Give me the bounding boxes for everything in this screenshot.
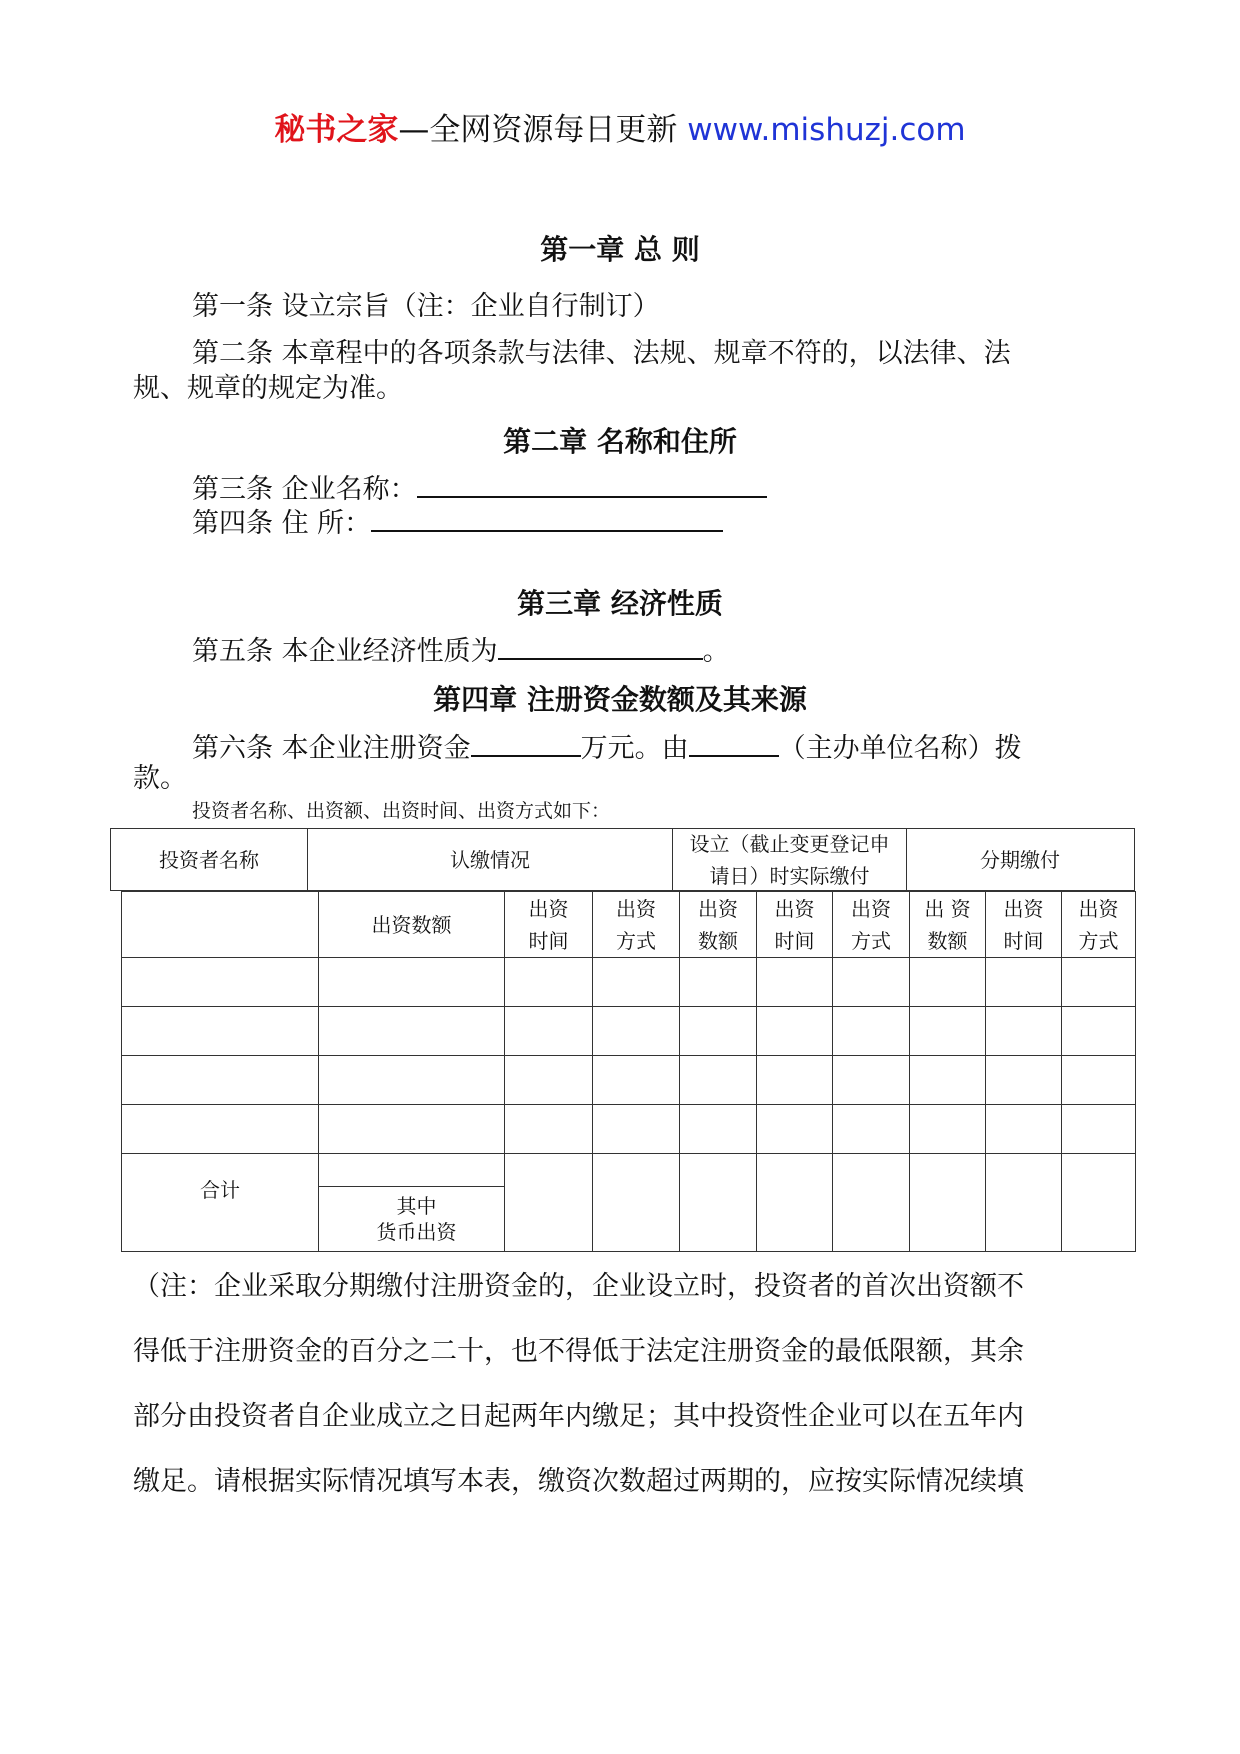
- table-cell[interactable]: [319, 1007, 505, 1056]
- table-cell[interactable]: [593, 1056, 680, 1105]
- table-cell[interactable]: [593, 1154, 680, 1252]
- article-4-label: 第四条 住 所：: [192, 508, 372, 539]
- table-cell[interactable]: [757, 1056, 833, 1105]
- table-cell[interactable]: [1062, 1105, 1136, 1154]
- header-subscribed: 认缴情况: [308, 829, 673, 890]
- table-cell[interactable]: [593, 1105, 680, 1154]
- currency-cell[interactable]: [319, 1187, 505, 1252]
- table-cell[interactable]: [757, 1154, 833, 1252]
- table-row: [122, 1056, 1136, 1105]
- table-row: [122, 1105, 1136, 1154]
- article-3-label: 第三条 企业名称：: [192, 474, 417, 505]
- table-cell[interactable]: [910, 1105, 986, 1154]
- table-cell[interactable]: [505, 1056, 593, 1105]
- total-amount-cell[interactable]: [319, 1154, 505, 1187]
- article-6-text-b: 万元。由: [580, 733, 689, 764]
- table-cell[interactable]: [122, 1056, 319, 1105]
- header-installment: 分期缴付: [980, 847, 1060, 872]
- article-1: 第一条 设立宗旨（注：企业自行制订）: [192, 291, 660, 322]
- article-2-line1: 第二条 本章程中的各项条款与法律、法规、规章不符的，以法律、法: [192, 338, 1011, 369]
- table-subheader-row: [122, 892, 1136, 958]
- table-cell[interactable]: [319, 958, 505, 1007]
- total-label: 合计: [122, 1154, 319, 1252]
- table-cell[interactable]: [319, 1056, 505, 1105]
- table-cell[interactable]: [1062, 1154, 1136, 1252]
- subheader-time: 出资时间: [505, 892, 593, 958]
- table-cell[interactable]: [680, 1007, 757, 1056]
- table-cell[interactable]: [757, 958, 833, 1007]
- site-url[interactable]: www.mishuzj.com: [687, 112, 966, 148]
- table-row: [122, 958, 1136, 1007]
- investor-table-header: [110, 828, 1135, 891]
- subheader-installment-method: 出资方式: [1062, 892, 1136, 958]
- chapter-1-title: 第一章 总 则: [540, 233, 700, 266]
- sponsor-unit-blank[interactable]: [689, 727, 779, 757]
- brand-tagline: —全网资源每日更新: [398, 112, 688, 148]
- total-row: [122, 1154, 1136, 1187]
- article-6-line2: 款。: [133, 763, 187, 794]
- table-cell[interactable]: [833, 958, 910, 1007]
- table-cell[interactable]: [986, 1056, 1062, 1105]
- table-cell[interactable]: [757, 1007, 833, 1056]
- table-cell[interactable]: [122, 958, 319, 1007]
- table-cell[interactable]: [680, 1056, 757, 1105]
- subheader-installment-time: 出资时间: [986, 892, 1062, 958]
- chapter-4-title: 第四章 注册资金数额及其来源: [433, 683, 807, 716]
- table-cell[interactable]: [122, 1105, 319, 1154]
- subheader-amount: 出资数额: [319, 892, 505, 958]
- article-6-text-a: 第六条 本企业注册资金: [192, 733, 471, 764]
- table-cell[interactable]: [680, 958, 757, 1007]
- chapter-2-title: 第二章 名称和住所: [503, 425, 737, 458]
- article-5-label: 第五条 本企业经济性质为: [192, 636, 498, 667]
- subheader-actual-amount: 出资数额: [680, 892, 757, 958]
- subheader-installment-amount: 出 资数额: [910, 892, 986, 958]
- company-name-blank[interactable]: [417, 468, 767, 498]
- table-cell[interactable]: [505, 1007, 593, 1056]
- table-cell[interactable]: [319, 1105, 505, 1154]
- table-cell[interactable]: [593, 958, 680, 1007]
- header-actual-paid: 设立（截止变更登记申请日）时实际缴付: [673, 829, 907, 890]
- table-cell[interactable]: [505, 958, 593, 1007]
- table-intro: 投资者名称、出资额、出资时间、出资方式如下：: [192, 800, 611, 822]
- address-blank[interactable]: [371, 502, 723, 532]
- economic-nature-blank[interactable]: [498, 630, 703, 660]
- article-4: [192, 502, 723, 541]
- article-6-line1: [192, 727, 1022, 766]
- header-investor-name: 投资者名称: [111, 829, 308, 890]
- article-5: [192, 630, 730, 669]
- table-cell[interactable]: [986, 958, 1062, 1007]
- investor-table: [121, 891, 1135, 1251]
- site-header: [0, 104, 1240, 149]
- table-cell[interactable]: [910, 1154, 986, 1252]
- article-2-line2: 规、规章的规定为准。: [133, 373, 403, 404]
- table-cell[interactable]: [833, 1007, 910, 1056]
- table-cell[interactable]: [910, 958, 986, 1007]
- brand-name: 秘书之家: [274, 112, 399, 148]
- table-cell[interactable]: [833, 1154, 910, 1252]
- table-cell[interactable]: [505, 1154, 593, 1252]
- subheader-empty: [122, 892, 319, 958]
- table-row: [122, 1007, 1136, 1056]
- table-cell[interactable]: [680, 1154, 757, 1252]
- note-line-2: 得低于注册资金的百分之二十，也不得低于法定注册资金的最低限额，其余: [133, 1336, 1024, 1367]
- table-cell[interactable]: [833, 1056, 910, 1105]
- subheader-method: 出资方式: [593, 892, 680, 958]
- table-cell[interactable]: [910, 1007, 986, 1056]
- chapter-3-title: 第三章 经济性质: [517, 587, 723, 620]
- article-6-text-c: （主办单位名称）拨: [778, 733, 1022, 764]
- table-cell[interactable]: [833, 1105, 910, 1154]
- note-line-1: （注：企业采取分期缴付注册资金的，企业设立时，投资者的首次出资额不: [133, 1271, 1024, 1302]
- table-cell[interactable]: [1062, 958, 1136, 1007]
- of-which-label: 其中: [396, 1194, 437, 1218]
- table-cell[interactable]: [593, 1007, 680, 1056]
- table-cell[interactable]: [1062, 1056, 1136, 1105]
- article-5-end: 。: [702, 636, 730, 667]
- table-cell[interactable]: [910, 1056, 986, 1105]
- table-cell[interactable]: [986, 1007, 1062, 1056]
- table-cell[interactable]: [122, 1007, 319, 1056]
- table-cell[interactable]: [680, 1105, 757, 1154]
- subheader-actual-method: 出资方式: [833, 892, 910, 958]
- table-cell[interactable]: [986, 1105, 1062, 1154]
- note-line-3: 部分由投资者自企业成立之日起两年内缴足；其中投资性企业可以在五年内: [133, 1401, 1024, 1432]
- currency-label: 货币出资: [376, 1220, 457, 1244]
- table-cell[interactable]: [1062, 1007, 1136, 1056]
- subheader-actual-time: 出资时间: [757, 892, 833, 958]
- note-line-4: 缴足。请根据实际情况填写本表，缴资次数超过两期的，应按实际情况续填: [133, 1466, 1024, 1497]
- table-cell[interactable]: [505, 1105, 593, 1154]
- table-cell[interactable]: [986, 1154, 1062, 1252]
- registered-capital-blank[interactable]: [471, 727, 581, 757]
- table-cell[interactable]: [757, 1105, 833, 1154]
